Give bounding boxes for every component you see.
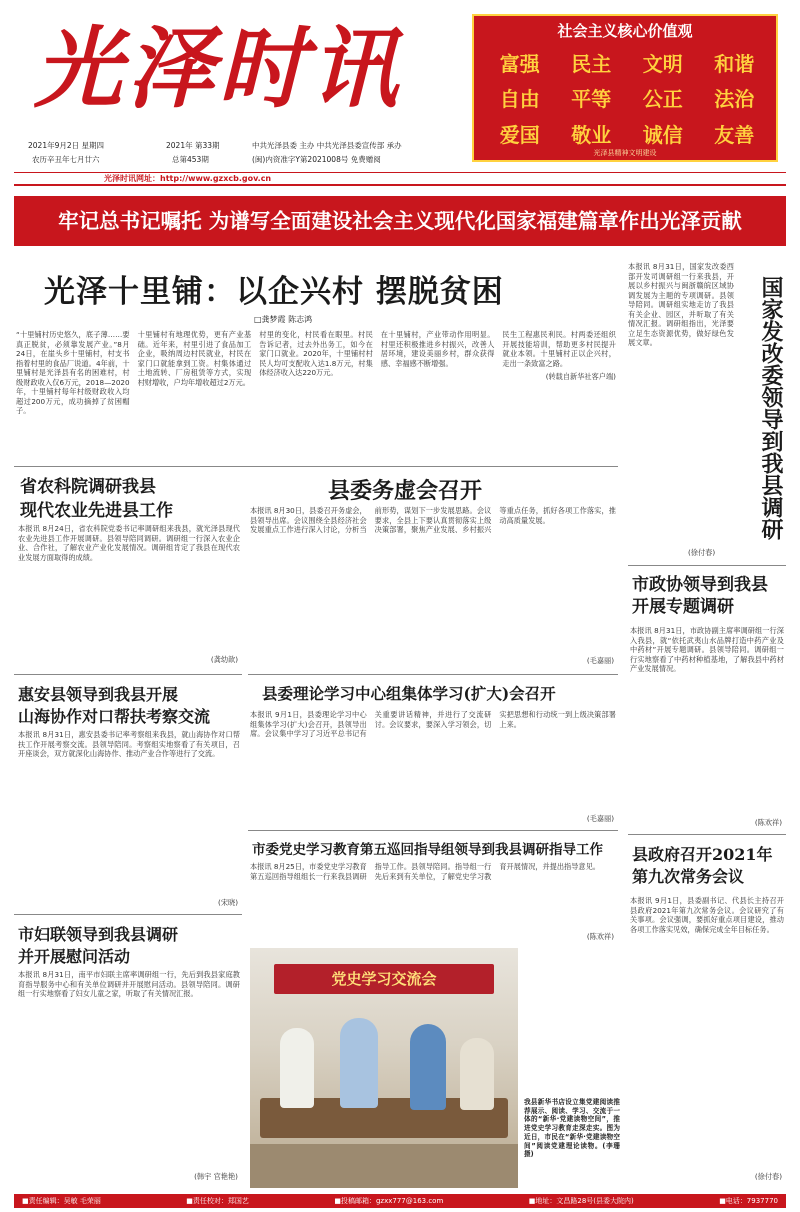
lead-story xyxy=(14,254,618,466)
core-values-grid xyxy=(484,48,770,148)
story-cppcc-author: (陈欢祥) xyxy=(754,818,782,827)
story-huian xyxy=(14,678,242,914)
story-cppcc xyxy=(628,572,786,832)
story-gov-headline: 县政府召开2021年第九次常务会议 xyxy=(632,845,773,886)
story-cppcc-text: 本报讯 8月31日，市政协副主席率调研组一行深入我县，就“依托武夷山水品牌打造中药产业及中药材”开展专题调研。县领导陪同。调研组一行实地察看了中药材种植基地，了解我县中药材产业发展情况。 xyxy=(630,626,784,673)
story-agri-text: 本报讯 8月24日，省农科院党委书记率调研组来我县，就光泽县现代农业先进县工作开展调研。县领导陪同调研。调研组一行深入农业企业、合作社，了解农业产业化发展情况。调研组肯定了我县在现代农业发展方面取得的成绩。 xyxy=(18,524,240,562)
story-meeting-author: (毛嘉丽) xyxy=(586,656,614,665)
story-agri-author: (龚幼歆) xyxy=(210,655,238,664)
photo-caption: 我县新华书店设立集党建阅读推荐展示、阅读、学习、交流于一体的“新华·党建读物空间”，推进党史学习教育走深走实。图为近日，市民在“新华·党建读物空间”阅读党建理论读物。(李珊 摄) xyxy=(524,1098,620,1159)
footer-editor: ■责任编辑：吴敏 毛荣丽 xyxy=(22,1197,101,1205)
footer-email[interactable]: ■投稿邮箱：gzxx777@163.com xyxy=(334,1197,444,1205)
divider xyxy=(628,565,786,566)
photo-person xyxy=(280,1028,314,1108)
photo-person xyxy=(460,1038,494,1110)
value-item: 自由 xyxy=(499,87,540,112)
story-huian-headline-2: 山海协作对口帮扶考察交流 xyxy=(18,707,211,726)
story-women-headline-2: 并开展慰问活动 xyxy=(18,947,131,966)
lead-col-1: “十里铺村历史悠久，底子薄……要真正脱贫，必须靠发展产业。”8月24日，在崖头乡十里铺村，村支书指着村里的食品厂说道。4年前，十里铺村是光泽县有名的困难村，村级财政收入仅6万元，2018—2020年，十里铺村每年村级财政收入均超过200万元，成功摘掉了贫困帽子。 xyxy=(16,330,130,415)
value-item: 民主 xyxy=(571,52,612,76)
story-cppcc-headline: 市政协领导到我县开展专题调研 xyxy=(632,575,768,617)
photo-floor xyxy=(250,1144,518,1188)
value-item: 诚信 xyxy=(642,122,683,147)
lunar-line: 农历辛丑年七月廿六 xyxy=(32,155,100,164)
story-huian-headline-1: 惠安县领导到我县开展 xyxy=(18,685,179,704)
story-theory-study xyxy=(248,678,618,828)
story-theory-text: 本报讯 9月1日，县委理论学习中心组集体学习(扩大)会召开，县领导出席。会议集中学习了习近平总书记有关重要讲话精神，并进行了交流研讨。会议要求，要深入学习领会，切实把思想和行动统一到上级决策部署上来。 xyxy=(250,710,616,738)
story-huian-text: 本报讯 8月31日，惠安县委书记率考察组来我县，就山海协作对口帮扶工作开展考察交流。县领导陪同。考察组实地察看了有关项目，召开座谈会，双方就深化山海协作、推动产业合作等进行了交流。 xyxy=(18,730,240,758)
footer-phone: ■电话：7937770 xyxy=(719,1197,778,1205)
issue-line: 2021年 第33期 xyxy=(166,141,220,150)
lead-columns xyxy=(16,330,616,464)
total-line: 总第453期 xyxy=(172,155,209,164)
value-item: 公正 xyxy=(642,87,683,112)
newspaper-title: 光泽时讯 xyxy=(34,16,403,120)
divider xyxy=(14,914,242,915)
photo-person xyxy=(340,1018,378,1108)
lead-col-5 xyxy=(502,330,616,464)
lead-source: (转载自新华社客户端) xyxy=(545,372,616,381)
core-values-caption: 光泽县精神文明建设 xyxy=(593,149,657,157)
value-item: 富强 xyxy=(499,52,540,76)
lead-col-5-text: 民生工程惠民利民。村两委还组织开展技能培训，帮助更多村民提升就业本领。十里铺村正以企兴村，走出一条致富之路。 xyxy=(502,330,616,368)
story-agri-headline-1: 省农科院调研我县 xyxy=(20,477,156,497)
photo-person xyxy=(410,1024,446,1110)
lead-col-4: 在十里铺村，产业带动作用明显。村里还积极推进乡村振兴，改善人居环境，建设美丽乡村，群众获得感、幸福感不断增强。 xyxy=(380,330,495,368)
story-meeting-headline: 县委务虚会召开 xyxy=(328,478,483,504)
divider xyxy=(14,674,242,675)
story-gov-text: 本报讯 9月1日，县委副书记、代县长主持召开县政府2021年第九次常务会议。会议研究了有关事项。会议强调，要抓好重点项目建设，推动各项工作落实见效，确保完成全年目标任务。 xyxy=(630,896,784,934)
story-history-guidance xyxy=(248,834,618,944)
lead-byline: □龚梦霞 陈志鸿 xyxy=(254,315,313,324)
side-story-ndrc-text: 本报讯 8月31日，国家发改委西部开发司调研组一行来我县，开展以乡村振兴与闽浙赣皖区域协调发展为主题的专项调研。县领导陪同。调研组实地走访了我县有关企业、园区，并听取了有关情况汇报。调研组指出，光泽要立足生态资源优势，做好绿色发展文章。 xyxy=(628,262,734,347)
story-gov-meeting xyxy=(628,842,786,1190)
story-county-meeting xyxy=(248,470,618,670)
story-agri-academy xyxy=(14,470,242,670)
story-women-headline-1: 市妇联领导到我县调研 xyxy=(18,925,179,944)
divider xyxy=(248,830,618,831)
value-item: 爱国 xyxy=(499,122,540,147)
core-values-title: 社会主义核心价值观 xyxy=(557,22,693,40)
divider xyxy=(248,674,618,675)
story-guidance-author: (陈欢祥) xyxy=(586,932,614,941)
side-story-ndrc-headline: 国家发改委领导到我县调研 xyxy=(758,276,784,540)
lead-col-2: 十里铺村有地理优势，更有产业基础。近年来，村里引进了食品加工企业，吸纳周边村民就业，村民在家门口就能拿到工资。村集体通过土地流转、厂房租赁等方式，实现村财增收，户均年增收超过2万元。 xyxy=(137,330,252,387)
story-women-author: (韩宇 官艳艳) xyxy=(194,1172,238,1181)
story-agri-headline-2: 现代农业先进县工作 xyxy=(20,501,173,521)
value-item: 法治 xyxy=(714,87,755,112)
story-meeting-text: 本报讯 8月30日，县委召开务虚会，县领导出席。会议围绕全县经济社会发展重点工作进行深入讨论，分析当前形势，谋划下一步发展思路。会议要求，全县上下要认真贯彻落实上级决策部署，聚焦产业发展、乡村振兴等重点任务，抓好各项工作落实，推动高质量发展。 xyxy=(250,506,616,534)
sponsor-line: 中共光泽县委 主办 中共光泽县委宣传部 承办 xyxy=(252,141,402,150)
news-photo xyxy=(250,948,518,1188)
story-women-text: 本报讯 8月31日，南平市妇联主席率调研组一行，先后到我县家庭教育指导服务中心和有关单位调研并开展慰问活动。县领导陪同。调研组一行实地察看了妇女儿童之家，听取了有关情况汇报。 xyxy=(18,970,240,998)
side-story-ndrc xyxy=(628,262,786,562)
masthead-info xyxy=(28,140,468,170)
value-item: 文明 xyxy=(642,52,683,76)
banner-text: 牢记总书记嘱托 为谱写全面建设社会主义现代化国家福建篇章作出光泽贡献 xyxy=(58,209,742,233)
value-item: 平等 xyxy=(571,87,612,112)
photo-sign-text: 党史学习交流会 xyxy=(331,970,437,988)
story-womens-federation xyxy=(14,918,242,1188)
website-label: 光泽时讯网址： xyxy=(104,174,160,183)
story-guidance-headline: 市委党史学习教育第五巡回指导组领导到我县调研指导工作 xyxy=(252,842,603,858)
lead-headline: 光泽十里铺：以企兴村 摆脱贫困 xyxy=(44,274,504,310)
value-item: 和谐 xyxy=(714,52,755,76)
photo-sign xyxy=(274,964,494,994)
value-item: 友善 xyxy=(714,122,755,147)
story-guidance-text: 本报讯 8月25日，市委党史学习教育第五巡回指导组组长一行来我县调研指导工作。县领导陪同。指导组一行先后来到有关单位，了解党史学习教育开展情况，并提出指导意见。 xyxy=(250,862,600,881)
side-story-ndrc-author: (徐付春) xyxy=(688,548,716,557)
website-bar xyxy=(14,172,786,186)
divider xyxy=(628,834,786,835)
lead-col-3: 村里的变化，村民看在眼里。村民告诉记者，过去外出务工，如今在家门口就业。2020年，十里铺村村民人均可支配收入达1.8万元，村集体经济收入达220万元。 xyxy=(259,330,373,377)
top-banner xyxy=(14,196,786,246)
divider xyxy=(14,466,618,467)
date-line: 2021年9月2日 星期四 xyxy=(28,141,105,150)
story-huian-author: (宋晓) xyxy=(218,898,238,907)
masthead xyxy=(14,8,454,158)
value-item: 敬业 xyxy=(571,122,612,147)
license-line: (闽)内资准字Y第2021008号 免费赠阅 xyxy=(252,155,381,164)
story-gov-author: (徐付春) xyxy=(754,1172,782,1181)
footer-proofreader: ■责任校对：郑国艺 xyxy=(186,1197,249,1205)
footer-address: ■地址：文昌路28号(县委大院内) xyxy=(528,1197,634,1205)
story-theory-headline: 县委理论学习中心组集体学习(扩大)会召开 xyxy=(262,684,556,703)
website-url[interactable]: http://www.gzxcb.gov.cn xyxy=(160,174,272,183)
story-theory-author: (毛嘉丽) xyxy=(586,814,614,823)
footer-bar xyxy=(14,1194,786,1208)
core-values-box xyxy=(472,14,778,162)
